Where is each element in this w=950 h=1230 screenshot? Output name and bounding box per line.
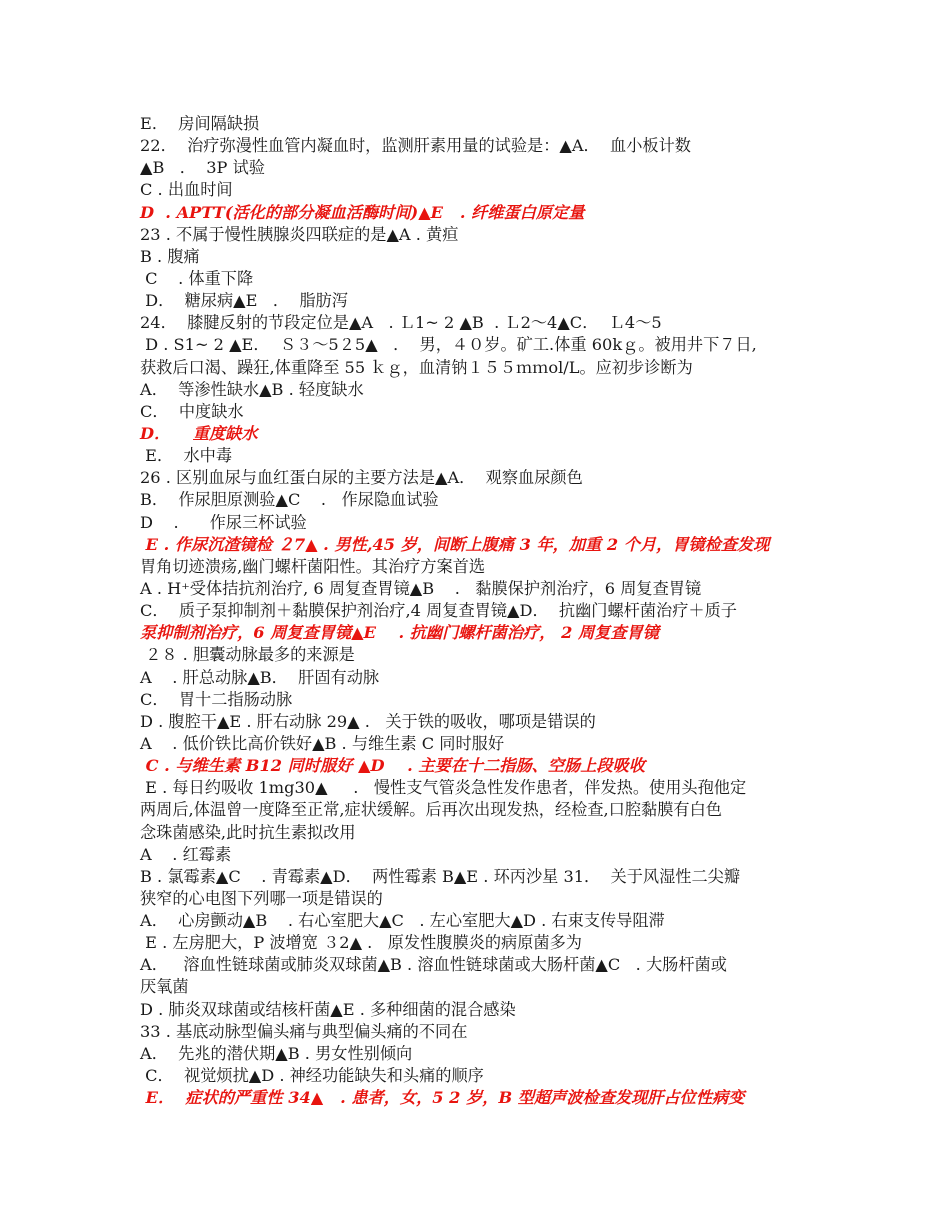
text-line: C． 胃十二指肠动脉 xyxy=(140,689,293,709)
text-line: D . 腹腔干▲E . 肝右动脉 29▲ . 关于铁的吸收，哪项是错误的 xyxy=(140,711,596,731)
text-line: 24． 膝腱反射的节段定位是▲A . Ｌ1~ 2 ▲B . Ｌ2～4▲C． Ｌ4～5 xyxy=(140,313,662,333)
answer-line: C . 与维生素 B12 同时服好 ▲D . 主要在十二指肠、空肠上段吸收 xyxy=(140,756,645,776)
text-line: A． 溶血性链球菌或肺炎双球菌▲B . 溶血性链球菌或大肠杆菌▲C . 大肠杆菌或 xyxy=(140,955,727,975)
text-line: 33 . 基底动脉型偏头痛与典型偏头痛的不同在 xyxy=(140,1021,468,1041)
text-line: 两周后,体温曾一度降至正常,症状缓解。后再次出现发热，经检查,口腔黏膜有白色 xyxy=(140,800,722,820)
text-line: E． 水中毒 xyxy=(140,446,233,466)
text-line: 获救后口渴、躁狂,体重降至 55 ｋｇ，血清钠１５５ｍｍol/L。应初步诊断为 xyxy=(140,357,693,377)
text-line: D． 糖尿病▲E ． 脂肪泻 xyxy=(140,291,348,311)
text-line: ２８ . 胆囊动脉最多的来源是 xyxy=(140,645,355,665)
text-line: D . 肺炎双球菌或结核杆菌▲E . 多种细菌的混合感染 xyxy=(140,999,516,1019)
text-line: A . 肝总动脉▲B． 肝固有动脉 xyxy=(140,667,380,687)
text-line: 厌氧菌 xyxy=(140,977,189,997)
text-line: A . 红霉素 xyxy=(140,844,232,864)
text-line: C． 质子泵抑制剂＋黏膜保护剂治疗,4 周复查胃镜▲D． 抗幽门螺杆菌治疗＋质子 xyxy=(140,601,737,621)
text-line: 26 . 区别血尿与血红蛋白尿的主要方法是▲A． 观察血尿颜色 xyxy=(140,468,583,488)
answer-line: E． 症状的严重性 34▲ . 患者，女，5 2 岁，B 型超声波检查发现肝占位性病变 xyxy=(140,1088,745,1108)
text-line: C． 视觉烦扰▲D . 神经功能缺失和头痛的顺序 xyxy=(140,1066,484,1086)
exam-questions-text xyxy=(140,113,820,1109)
text-line: C． 中度缺水 xyxy=(140,401,244,421)
answer-line: D . APTT(活化的部分凝血活酶时间)▲E . 纤维蛋白原定量 xyxy=(140,202,585,222)
text-line: A． 先兆的潜伏期▲B . 男女性别倾向 xyxy=(140,1043,413,1063)
text-line: 23 . 不属于慢性胰腺炎四联症的是▲A . 黄疸 xyxy=(140,224,459,244)
text-line: D . 作尿三杯试验 xyxy=(140,512,307,532)
answer-line: E . 作尿沉渣镜检 ２7▲ . 男性,45 岁，间断上腹痛 3 年，加重 2 个月，胃镜检查发现 xyxy=(140,534,770,554)
text-line: A． 心房颤动▲B . 右心室肥大▲C . 左心室肥大▲D . 右束支传导阻滞 xyxy=(140,911,665,931)
text-line: 胃角切迹溃疡,幽门螺杆菌阳性。其治疗方案首选 xyxy=(140,556,486,576)
answer-line: 泵抑制剂治疗，6 周复查胃镜▲E . 抗幽门螺杆菌治疗， 2 周复查胃镜 xyxy=(140,623,659,643)
text-line: A . H⁺受体拮抗剂治疗, 6 周复查胃镜▲B . 黏膜保护剂治疗，6 周复查胃镜 xyxy=(140,578,702,598)
text-line: D . S1~ 2 ▲E． Ｓ３～5２5▲ ． 男，４０岁。矿工.体重 60kｇ。被用井下７日, xyxy=(140,335,757,355)
text-line: C . 体重下降 xyxy=(140,268,254,288)
text-line: E . 每日约吸收 1mg30▲ . 慢性支气管炎急性发作患者，伴发热。使用头孢他定 xyxy=(140,778,747,798)
text-line: A． 等渗性缺水▲B . 轻度缺水 xyxy=(140,379,364,399)
text-line: E . 左房肥大，P 波增宽 ３2▲ . 原发性腹膜炎的病原菌多为 xyxy=(140,933,582,953)
text-line: 狭窄的心电图下列哪一项是错误的 xyxy=(140,888,383,908)
text-line: B . 腹痛 xyxy=(140,246,200,266)
text-line: E． 房间隔缺损 xyxy=(140,114,260,133)
text-line: B． 作尿胆原测验▲C . 作尿隐血试验 xyxy=(140,490,439,510)
text-line: 念珠菌感染,此时抗生素拟改用 xyxy=(140,822,356,842)
answer-line: D． 重度缺水 xyxy=(140,423,258,443)
text-line: ▲B ． 3P 试验 xyxy=(140,158,265,178)
text-line: B . 氯霉素▲C . 青霉素▲D． 两性霉素 B▲E . 环丙沙星 31． 关于风湿性二尖瓣 xyxy=(140,866,741,886)
text-line: C . 出血时间 xyxy=(140,180,233,200)
text-line: A . 低价铁比高价铁好▲B . 与维生素 C 同时服好 xyxy=(140,733,505,753)
text-line: 22． 治疗弥漫性血管内凝血时，监测肝素用量的试验是：▲A． 血小板计数 xyxy=(140,136,691,156)
